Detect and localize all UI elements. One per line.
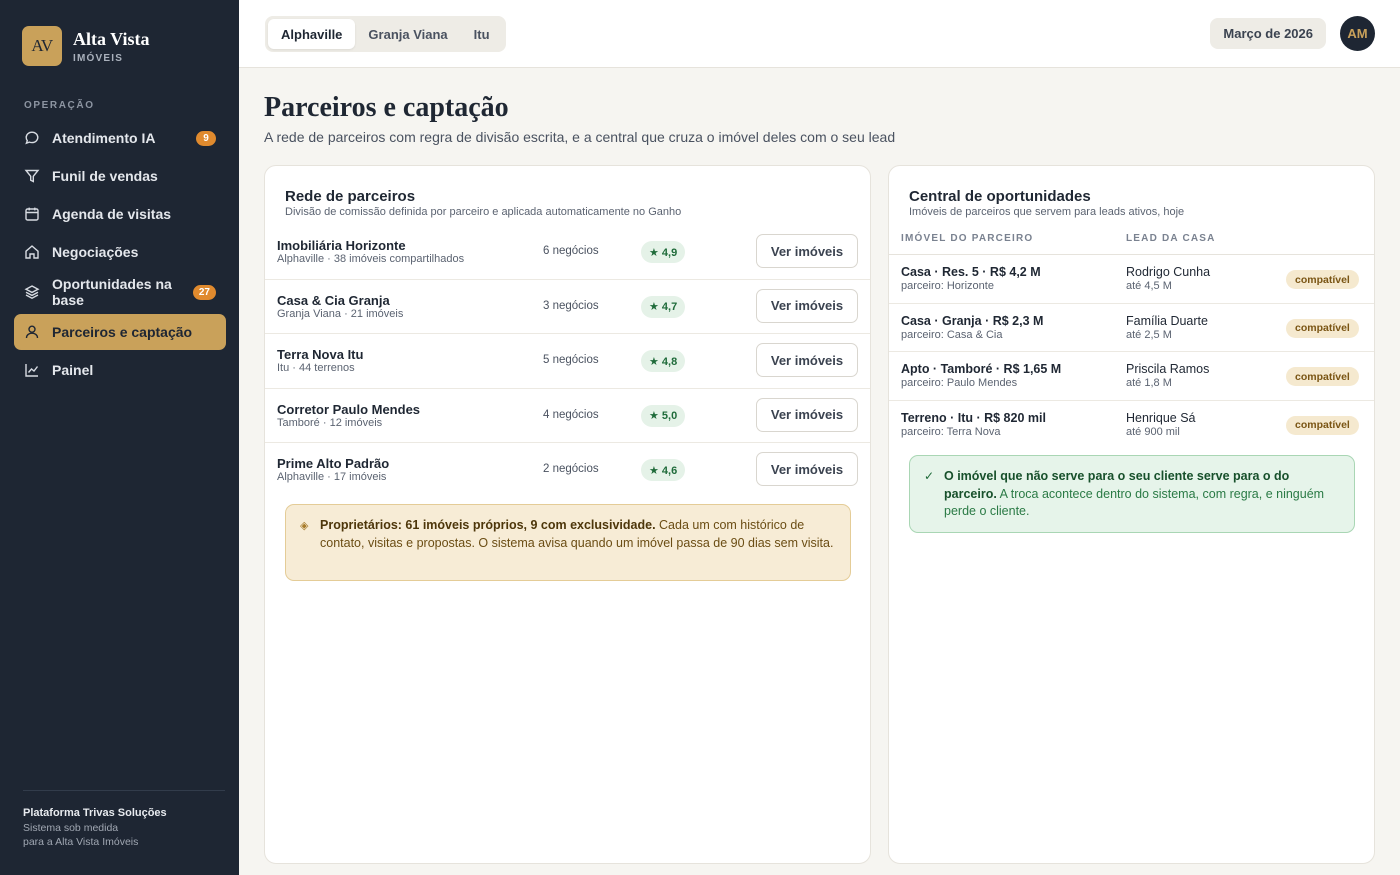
card-title: Rede de parceiros: [285, 188, 416, 205]
rating-badge: ★ 4,9: [641, 241, 685, 263]
partner-name: Imobiliária Horizonte: [277, 238, 406, 253]
page-title: Parceiros e captação: [264, 92, 509, 123]
partners-card: [264, 165, 871, 864]
tab-granja-viana[interactable]: Granja Viana: [368, 26, 448, 42]
topbar: [239, 0, 1400, 68]
lead-name: Henrique Sá: [1126, 410, 1196, 425]
partner-name: Corretor Paulo Mendes: [277, 401, 421, 417]
view-properties-button[interactable]: Ver imóveis: [756, 398, 858, 432]
city-tabs: [265, 16, 506, 52]
list-item: [265, 280, 870, 335]
partner-meta: Itu · 44 terrenos: [277, 362, 355, 374]
list-item: [265, 334, 870, 389]
sidebar-item-parceiros-e-captacao[interactable]: [14, 314, 226, 350]
notice-bold: O imóvel que não serve para o seu cliente serve para o do parceiro.: [944, 469, 1290, 501]
sidebar-item-label: Agenda de visitas: [52, 206, 172, 222]
view-properties-button[interactable]: Ver imóveis: [756, 452, 858, 486]
sidebar-item-label: Parceiros e captação: [52, 324, 193, 340]
list-item: [265, 389, 870, 444]
status-badge: compatível: [1286, 319, 1359, 338]
home-icon: [24, 244, 40, 260]
partner-name: Terra Nova Itu: [277, 347, 364, 362]
rating-badge: ★ 4,8: [641, 350, 685, 372]
sidebar-item-painel[interactable]: [14, 352, 226, 388]
status-badge: compatível: [1286, 416, 1359, 435]
sidebar-footer: [23, 790, 225, 848]
column-header-lead: LEAD DA CASA: [1126, 233, 1216, 244]
owners-notice: [285, 504, 851, 581]
sidebar-item-label: Negociações: [52, 244, 139, 260]
lead-budget: até 2,5 M: [1126, 328, 1172, 341]
exchange-notice: [909, 455, 1355, 533]
sidebar-item-label: Oportunidades na base: [52, 276, 172, 308]
deals-count: 3 negócios: [543, 299, 599, 312]
view-properties-button[interactable]: Ver imóveis: [756, 343, 858, 377]
section-label-operacao: OPERAÇÃO: [24, 100, 95, 111]
date-selector[interactable]: Março de 2026: [1210, 18, 1326, 49]
list-item: [265, 443, 870, 498]
check-icon: ✓: [924, 469, 935, 483]
rating-badge: ★ 4,6: [641, 459, 685, 481]
sidebar-item-funil-de-vendas[interactable]: [14, 158, 226, 194]
calendar-icon: [24, 206, 40, 222]
property-partner: parceiro: Casa & Cia: [901, 328, 1003, 341]
sidebar-item-agenda-de-visitas[interactable]: [14, 196, 226, 232]
opportunities-table: [889, 255, 1374, 449]
chart-icon: [24, 362, 40, 378]
table-row[interactable]: [889, 401, 1374, 450]
partners-list: [265, 225, 870, 498]
lead-name: Rodrigo Cunha: [1126, 265, 1211, 279]
property-title: Apto · Tamboré · R$ 1,65 M: [901, 362, 1062, 376]
property-title: Casa · Res. 5 · R$ 4,2 M: [901, 265, 1041, 279]
rating-badge: ★ 4,7: [641, 296, 685, 318]
partner-name: Casa & Cia Granja: [277, 292, 390, 308]
notice-text: Cada um com histórico de contato, visitas e propostas. O sistema avisa quando um imóvel passa de 90 dias sem visita.: [320, 518, 834, 550]
card-subtitle: Imóveis de parceiros que servem para leads ativos, hoje: [909, 206, 1185, 218]
status-badge: compatível: [1286, 270, 1359, 289]
brand[interactable]: [22, 26, 150, 66]
diamond-icon: ◈: [300, 520, 309, 532]
card-title: Central de oportunidades: [909, 188, 1091, 205]
deals-count: 6 negócios: [543, 245, 599, 257]
tab-itu[interactable]: Itu: [473, 26, 490, 42]
sidebar-item-label: Funil de vendas: [52, 168, 158, 184]
footer-title: Plataforma Trivas Soluções: [23, 807, 167, 819]
footer-line: para a Alta Vista Imóveis: [23, 836, 139, 848]
partner-meta: Alphaville · 38 imóveis compartilhados: [277, 253, 465, 265]
list-item: [265, 225, 870, 280]
lead-name: Família Duarte: [1126, 313, 1208, 328]
lead-budget: até 4,5 M: [1126, 280, 1172, 292]
user-icon: [24, 324, 40, 340]
deals-count: 5 negócios: [543, 354, 599, 366]
sidebar-item-negociacoes[interactable]: [14, 234, 226, 270]
layers-icon: [24, 284, 40, 300]
partner-meta: Granja Viana · 21 imóveis: [277, 307, 404, 320]
sidebar-item-label: Atendimento IA: [52, 130, 156, 146]
property-partner: parceiro: Paulo Mendes: [901, 377, 1018, 389]
brand-logo: AV: [22, 26, 62, 66]
sidebar-item-oportunidades-na-base[interactable]: [14, 272, 226, 312]
card-subtitle: Divisão de comissão definida por parceiro e aplicada automaticamente no Ganho: [285, 206, 682, 218]
funnel-icon: [24, 168, 40, 184]
avatar[interactable]: AM: [1340, 16, 1375, 51]
table-header: [889, 228, 1374, 255]
notice-text: A troca acontece dentro do sistema, com regra, e ninguém perde o cliente.: [944, 486, 1325, 518]
deals-count: 4 negócios: [543, 408, 599, 421]
brand-subtitle: IMÓVEIS: [73, 52, 124, 64]
property-title: Terreno · Itu · R$ 820 mil: [901, 410, 1046, 425]
count-badge: 9: [196, 131, 216, 146]
lead-budget: até 1,8 M: [1126, 377, 1172, 389]
rating-badge: ★ 5,0: [641, 405, 685, 427]
table-row[interactable]: [889, 255, 1374, 304]
sidebar: [0, 0, 239, 875]
lead-name: Priscila Ramos: [1126, 362, 1210, 376]
property-title: Casa · Granja · R$ 2,3 M: [901, 313, 1044, 328]
count-badge: 27: [193, 285, 216, 300]
notice-bold: Proprietários: 61 imóveis próprios, 9 com exclusividade.: [320, 518, 656, 532]
sidebar-item-label: Painel: [52, 362, 94, 378]
partner-meta: Alphaville · 17 imóveis: [277, 471, 387, 483]
view-properties-button[interactable]: Ver imóveis: [756, 234, 858, 268]
property-partner: parceiro: Horizonte: [901, 280, 994, 292]
status-badge: compatível: [1286, 367, 1359, 386]
brand-name: Alta Vista: [73, 28, 150, 49]
sidebar-item-atendimento-ia[interactable]: [14, 120, 226, 156]
view-properties-button[interactable]: Ver imóveis: [756, 289, 858, 323]
deals-count: 2 negócios: [543, 463, 599, 475]
footer-line: Sistema sob medida: [23, 822, 119, 834]
partner-meta: Tamboré · 12 imóveis: [277, 416, 383, 429]
sidebar-nav: [14, 120, 226, 390]
tab-alphaville[interactable]: Alphaville: [268, 19, 355, 49]
table-row[interactable]: [889, 352, 1374, 401]
page-subtitle: A rede de parceiros com regra de divisão escrita, e a central que cruza o imóvel deles com o seu lead: [264, 129, 896, 145]
opportunities-card: [888, 165, 1375, 864]
lead-budget: até 900 mil: [1126, 425, 1180, 438]
partner-name: Prime Alto Padrão: [277, 456, 390, 471]
column-header-property: IMÓVEL DO PARCEIRO: [901, 233, 1034, 244]
chat-icon: [24, 130, 40, 146]
property-partner: parceiro: Terra Nova: [901, 425, 1001, 438]
table-row[interactable]: [889, 304, 1374, 353]
